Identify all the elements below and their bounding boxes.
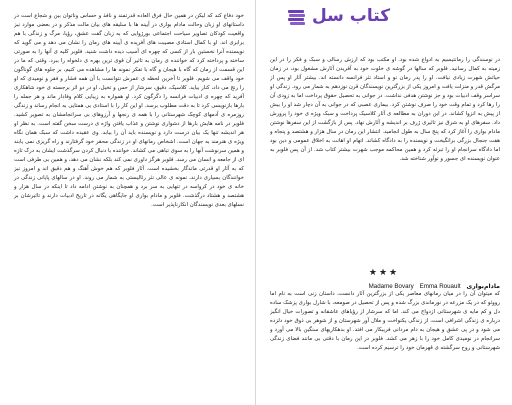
section-divider-stars: ★★★: [368, 268, 400, 278]
right-page-section-paragraph: که میتوان آن را در میان رمانهای معاصر یکی از بزرگترین آثار دانست، داستان زنی است به نام اما رووئو که در یک مزرعه در نورماندی بزرگ شده و پس از تحصیل در صومعه، با شارل بواری پزشک ساده دل و کم مایه ی شهرستانی ازدواج می کند. اما که سرشار از رؤیاهای عاشقانه و تصورات خیال انگیز درباره ی زندگی اشرافی است، از زندگی یکنواخت و ملال آور شهرستان و از شوهر بی ذوق خود دلزده می شود و در پی عشق و هیجان به دام مردانی فریبکار می افتد. او بدهکاریهای سنگین بالا می آورد و سرانجام در نومیدی کامل خود را با زهر می کشد. فلوبر در این رمان با دقتی بی مانند فضای زندگی شهرستانی و روح سرگشته ی قهرمان خود را ترسیم کرده است.: [270, 291, 500, 351]
section-heading: [270, 283, 500, 290]
section-title: مادام‌بواری: [466, 283, 500, 290]
book-stack-icon: [286, 5, 308, 27]
left-page-paragraph: خود دفاع کند که لیکن در همین حال فرق العاده قدرتمند و نافذ و حساس وناتوان بین و شجاع است در داستانهای او زبان وحالت مادام بواری در آیینه ها با سلیقه های بیان مالت مذکر و در بعضی موارد نیز واقعیت کودکان تصاویر سیاحت اجتماعی بورژوایی که به زبان گفت عشق، رؤیا، مرگ و زندگی با هم برابری اند. او با کمال استادی مصیبت های آفریده ی آیینه های رمان را نشان می دهد و می گوید که نویسنده آنرا نخستین بار از کسی که چهره ای آسیب دیده داشت شنید. فلوبر کلیه ی آنها را به صورتی ساخته و پرداخته کرد که خواننده ی رمان به تاثیر آن قوی ترین بهره ی دلخواه را ببرد. وقتی که ما در این قسمت از رمان که گاه با هیجان و گاه با تفکر نمونه ها را مشاهده می کنیم، بر جلوه های گوناگون خود واقف می شویم. فلوبر تا آخرین لحظه ی عمرش نتوانست با آن همه فشار و فقر و نومیدی که او را رنج می داد، کنار بیاید. کلاسیک، دقیق، سرشار از حس و تخیل، او در دو اثر برجسته ی خود شاهکاری آفرید که چهره ی ادبیات فرانسه را دگرگون کرد. او همواره به زیبایی کلام وفادار ماند و هر جمله را بارها بازنویسی کرد تا به دقت مطلوب برسد. او این کار را با استادی بی همتایی به انجام رساند و زندگی روزمره ی آدمهای کوچک شهرستانی را با همه ی رنجها و آرزوهای بی سرانجامشان به تصویر کشید. فلوبر در نامه هایش بارها از دشواری نوشتن و عذاب یافتن واژه ی درست سخن گفته است. به نظر او هر اندیشه تنها یک بیان درست دارد و نویسنده باید آن را بیابد. وی عقیده داشت که سبک همان نگاه ویژه ی هنرمند به جهان است. اشخاص رمانهای او در زندگی محقر خود گرفتارند و راه گریزی نمی یابند و همین سرنوشت آنها را به سوی تباهی می کشاند. خواننده با دنبال کردن سرگذشت ایشان به درک تازه ای از جامعه و انسان می رسد. فلوبر هرگز داوری نمی کند بلکه نشان می دهد، و همین بی طرفی است که به آثار او قدرتی ماندگار بخشیده است. آثار فلوبر که هم خوش آهنگ و هم دقیق اند و امروز نیز خوانندگان بسیاری دارند، نمونه ی عالی نثر رئالیستی به شمار می روند. او در سالهای پایانی زندگی در خانه ی خود در کرواسه در تنهایی به سر برد و همچنان به نوشتن ادامه داد تا اینکه در سال هزار و هشتصد و هشتاد درگذشت. فلوبر و مادام بواری او جایگاهی یگانه در تاریخ ادبیات دارند و تاثیرشان بر نسلهای بعدی نویسندگان انکارناپذیر است.: [14, 13, 244, 208]
right-page-section-body: [270, 290, 500, 398]
left-page-body: [14, 12, 244, 392]
right-page-intro-paragraph: در نوسندگی را رمانتیسیم به ادواع شده بود. او مکتب بود که ارزش رسالی و سبک و فکر را در این زمینه به کمال رسانید. فلوبر که سالها در گوشه ی خلوت خود به آفریدن آثارش مشغول بود، در زمان حیاتش شهرت زیادی نیافت. او را پدر رمان نو و استاد نثر فرانسه دانسته اند. بیشتر آثار او پس از مرگش قدر و منزلت یافت و امروز یکی از بزرگترین نویسندگان قرن نوزدهم به شمار می رود. زندگی او سراسر وقف ادبیات بود و جز نوشتن هدفی نداشت. در جوانی به تحصیل حقوق پرداخت اما به زودی آن را رها کرد و تمام وقت خود را صرف نوشتن کرد. بیماری عصبی که در جوانی به آن دچار شد او را بیش از پیش به انزوا کشاند. در این دوران به مطالعه ی آثار کلاسیک پرداخت و سبک ویژه ی خود را پرورش داد. سفرهای او به شرق نیز تاثیری ژرف بر اندیشه و آثارش نهاد. پس از بازگشت از این سفرها نوشتن مادام بواری را آغاز کرد که پنج سال به طول انجامید. انتشار این رمان در سال هزار و هشتصد و پنجاه و هفت جنجال بزرگی برانگیخت و نویسنده را به دادگاه کشاند. اتهام او اهانت به اخلاق عمومی و دین بود اما دادگاه سرانجام او را تبرئه کرد و همین محاکمه موجب شهرت بیشتر کتاب شد. از آن پس فلوبر به عنوان نویسنده ای جسور و نوآور شناخته شد.: [270, 57, 500, 162]
right-page-intro: [270, 56, 500, 266]
section-title-latin: Madame Bovary: [368, 283, 414, 290]
logo-text: کتاب سل: [312, 6, 391, 26]
section-author-latin: Emma Rouault: [419, 283, 461, 290]
site-logo: [286, 4, 396, 28]
right-page: [256, 0, 512, 405]
